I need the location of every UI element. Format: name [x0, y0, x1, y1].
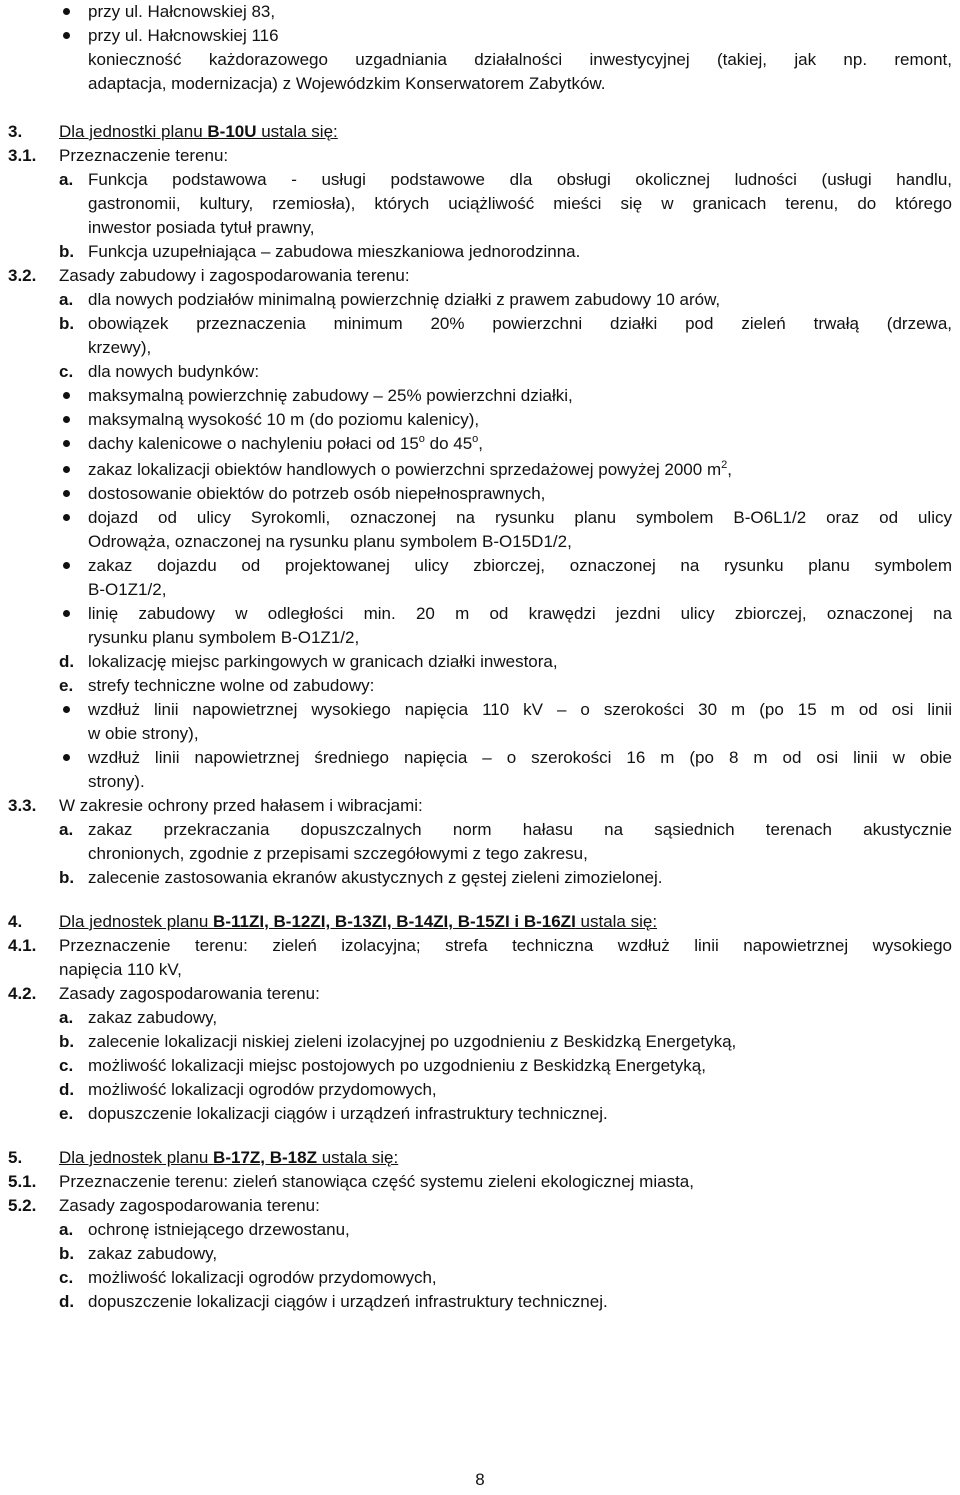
- item-label: e.: [59, 1104, 74, 1123]
- unit-symbols: B-17Z, B-18Z: [213, 1148, 317, 1167]
- item-text: gastronomii, kultury, rzemiosła), których uciążliwość mieści się w granicach terenu, do którego: [88, 194, 952, 213]
- item-text: możliwość lokalizacji ogrodów przydomowych,: [88, 1080, 437, 1099]
- item-text: zalecenie zastosowania ekranów akustycznych z gęstej zieleni zimozielonej.: [88, 868, 663, 887]
- item-label: d.: [59, 652, 75, 671]
- bullet-item: zakaz dojazdu od projektowanej ulicy zbiorczej, oznaczonej na rysunku planu symbolem: [88, 556, 952, 575]
- subsection-number: 3.1.: [8, 146, 37, 165]
- item-label: b.: [59, 1032, 75, 1051]
- subsection-number: 4.1.: [8, 936, 37, 955]
- bullet-icon: [63, 8, 70, 15]
- heading-prefix: Dla jednostki planu: [59, 122, 208, 141]
- section-number: 3.: [8, 122, 23, 141]
- item-text: zakaz zabudowy,: [88, 1008, 218, 1027]
- item-text: Funkcja uzupełniająca – zabudowa mieszkaniowa jednorodzinna.: [88, 242, 581, 261]
- section-heading: [59, 1148, 398, 1168]
- degree-sup: o: [418, 433, 425, 445]
- bullet-item: przy ul. Hałcnowskiej 83,: [88, 2, 276, 21]
- subsection-heading: Zasady zabudowy i zagospodarowania terenu:: [59, 266, 410, 285]
- text-part: zakaz lokalizacji obiektów handlowych o powierzchni sprzedażowej powyżej 2000 m: [88, 460, 722, 479]
- item-label: a.: [59, 290, 74, 309]
- degree-sup: o: [472, 433, 479, 445]
- heading-prefix: Dla jednostek planu: [59, 1148, 214, 1167]
- item-label: b.: [59, 1244, 75, 1263]
- subsection-number: 5.1.: [8, 1172, 37, 1191]
- item-label: a.: [59, 820, 74, 839]
- item-label: d.: [59, 1080, 75, 1099]
- subsection-heading: Zasady zagospodarowania terenu:: [59, 984, 320, 1003]
- item-text: możliwość lokalizacji miejsc postojowych po uzgodnieniu z Beskidzką Energetyką,: [88, 1056, 706, 1075]
- bullet-icon: [63, 466, 70, 473]
- section-heading: [59, 122, 338, 142]
- subsection-heading: W zakresie ochrony przed hałasem i wibracjami:: [59, 796, 423, 815]
- item-text: dopuszczenie lokalizacji ciągów i urządzeń infrastruktury technicznej.: [88, 1104, 608, 1123]
- heading-suffix: ustala się:: [256, 122, 338, 141]
- unit-symbols: B-11ZI, B-12ZI, B-13ZI, B-14ZI, B-15ZI i B-16ZI: [213, 912, 576, 931]
- item-text: możliwość lokalizacji ogrodów przydomowych,: [88, 1268, 437, 1287]
- item-label: b.: [59, 242, 75, 261]
- bullet-item: przy ul. Hałcnowskiej 116: [88, 26, 279, 45]
- bullet-item: maksymalną powierzchnię zabudowy – 25% powierzchni działki,: [88, 386, 573, 405]
- subsection-number: 3.3.: [8, 796, 37, 815]
- text-part: do 45: [424, 434, 473, 453]
- bullet-item: maksymalną wysokość 10 m (do poziomu kalenicy),: [88, 410, 480, 429]
- section-heading: [59, 912, 657, 932]
- bullet-icon: [63, 562, 70, 569]
- bullet-item: dostosowanie obiektów do potrzeb osób niepełnosprawnych,: [88, 484, 546, 503]
- item-text: dla nowych podziałów minimalną powierzchnię działki z prawem zabudowy 10 arów,: [88, 290, 721, 309]
- bullet-icon: [63, 392, 70, 399]
- subsection-number: 3.2.: [8, 266, 37, 285]
- item-text: inwestor posiada tytuł prawny,: [88, 218, 315, 237]
- item-label: c.: [59, 1268, 74, 1287]
- item-text: krzewy),: [88, 338, 152, 357]
- item-label: d.: [59, 1292, 75, 1311]
- item-text: zakaz przekraczania dopuszczalnych norm hałasu na sąsiednich terenach akustycznie: [88, 820, 952, 839]
- item-text: strefy techniczne wolne od zabudowy:: [88, 676, 375, 695]
- item-text: chronionych, zgodnie z przepisami szczegółowymi z tego zakresu,: [88, 844, 588, 863]
- section-number: 4.: [8, 912, 23, 931]
- bullet-item: rysunku planu symbolem B-O1Z1/2,: [88, 628, 360, 647]
- bullet-icon: [63, 440, 70, 447]
- item-label: e.: [59, 676, 74, 695]
- item-text: zakaz zabudowy,: [88, 1244, 218, 1263]
- unit-symbols: B-10U: [207, 122, 257, 141]
- bullet-icon: [63, 32, 70, 39]
- paragraph-line: konieczność każdorazowego uzgadniania działalności inwestycyjnej (takiej, jak np. remont,: [88, 50, 952, 69]
- subsection-number: 5.2.: [8, 1196, 37, 1215]
- item-text: zalecenie lokalizacji niskiej zieleni izolacyjnej po uzgodnieniu z Beskidzką Energetyką,: [88, 1032, 737, 1051]
- text-part: dachy kalenicowe o nachyleniu połaci od 15: [88, 434, 419, 453]
- bullet-item: wzdłuż linii napowietrznej wysokiego napięcia 110 kV – o szerokości 30 m (po 15 m od osi linii: [88, 700, 952, 719]
- subsection-heading: Przeznaczenie terenu:: [59, 146, 229, 165]
- section-number: 5.: [8, 1148, 23, 1167]
- item-text: obowiązek przeznaczenia minimum 20% powierzchni działki pod zieleń trwałą (drzewa,: [88, 314, 952, 333]
- bullet-item: strony).: [88, 772, 145, 791]
- bullet-item: [88, 460, 732, 482]
- bullet-icon: [63, 416, 70, 423]
- bullet-item: wzdłuż linii napowietrznej średniego napięcia – o szerokości 16 m (po 8 m od osi linii w obie: [88, 748, 952, 767]
- bullet-item: linię zabudowy w odległości min. 20 m od krawędzi jezdni ulicy zbiorczej, oznaczonej na: [88, 604, 952, 623]
- heading-suffix: ustala się:: [575, 912, 658, 931]
- bullet-item: [88, 434, 483, 456]
- item-text: dopuszczenie lokalizacji ciągów i urządzeń infrastruktury technicznej.: [88, 1292, 608, 1311]
- subsection-text: Przeznaczenie terenu: zieleń izolacyjna; strefa techniczna wzdłuż linii napowietrznej wysokiego: [59, 936, 952, 955]
- item-label: a.: [59, 170, 74, 189]
- page-number: 8: [475, 1470, 485, 1489]
- bullet-item: Odrowąża, oznaczonej na rysunku planu symbolem B-O15D1/2,: [88, 532, 572, 551]
- paragraph-line: adaptacja, modernizacja) z Wojewódzkim Konserwatorem Zabytków.: [88, 74, 606, 93]
- bullet-item: w obie strony),: [88, 724, 199, 743]
- item-text: lokalizację miejsc parkingowych w granicach działki inwestora,: [88, 652, 558, 671]
- bullet-icon: [63, 514, 70, 521]
- text-part: ,: [727, 460, 732, 479]
- subsection-text: napięcia 110 kV,: [59, 960, 182, 979]
- bullet-item: B-O1Z1/2,: [88, 580, 167, 599]
- bullet-icon: [63, 610, 70, 617]
- subsection-text: Przeznaczenie terenu: zieleń stanowiąca część systemu zieleni ekologicznej miasta,: [59, 1172, 694, 1191]
- item-label: c.: [59, 1056, 74, 1075]
- text-part: ,: [478, 434, 484, 453]
- heading-suffix: ustala się:: [316, 1148, 399, 1167]
- item-text: Funkcja podstawowa - usługi podstawowe dla obsługi okolicznej ludności (usługi handlu,: [88, 170, 952, 189]
- item-label: a.: [59, 1008, 74, 1027]
- bullet-item: dojazd od ulicy Syrokomli, oznaczonej na rysunku planu symbolem B-O6L1/2 oraz od ulicy: [88, 508, 952, 527]
- bullet-icon: [63, 754, 70, 761]
- item-label: b.: [59, 868, 75, 887]
- item-label: b.: [59, 314, 75, 333]
- item-label: a.: [59, 1220, 74, 1239]
- subsection-heading: Zasady zagospodarowania terenu:: [59, 1196, 320, 1215]
- subsection-number: 4.2.: [8, 984, 37, 1003]
- item-label: c.: [59, 362, 74, 381]
- item-text: ochronę istniejącego drzewostanu,: [88, 1220, 350, 1239]
- item-text: dla nowych budynków:: [88, 362, 260, 381]
- area-sup: 2: [721, 459, 728, 471]
- bullet-icon: [63, 490, 70, 497]
- heading-prefix: Dla jednostek planu: [59, 912, 214, 931]
- bullet-icon: [63, 706, 70, 713]
